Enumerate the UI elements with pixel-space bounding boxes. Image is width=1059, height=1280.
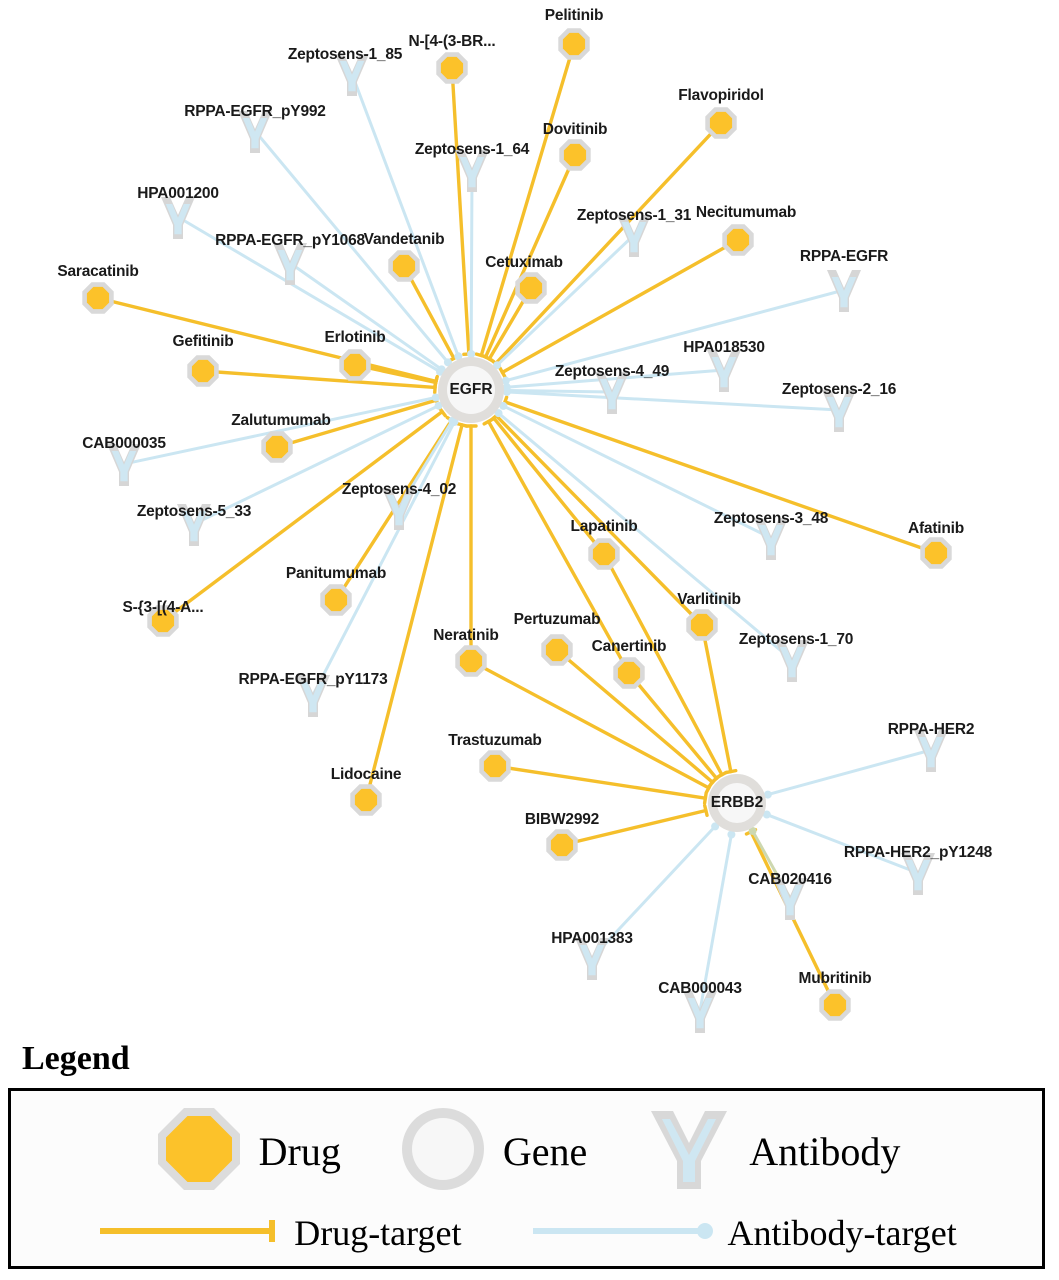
drug-label-12: Lapatinib (570, 518, 638, 535)
antibody-label-11: Zeptosens-4_02 (341, 481, 457, 498)
drug-label-7: Saracatinib (57, 263, 139, 280)
drug-label-6: Cetuximab (485, 254, 563, 271)
drug-label-19: Trastuzumab (448, 732, 542, 749)
antibody-label-9: Zeptosens-2_16 (781, 381, 897, 398)
legend-item-gene (397, 1103, 587, 1200)
drug-label-18: Canertinib (591, 638, 667, 655)
legend-panel (0, 1040, 1059, 1280)
gene-label-0: EGFR (449, 381, 493, 398)
antibody-label-4: Zeptosens-1_31 (576, 207, 692, 224)
antibody-label-1: RPPA-EGFR_pY992 (184, 103, 326, 120)
gene-label-1: ERBB2 (710, 794, 764, 811)
antibody-label-3: HPA001200 (137, 185, 219, 202)
legend-box (8, 1088, 1045, 1269)
antibody-label-7: HPA018530 (683, 339, 765, 356)
antibody-label-0: Zeptosens-1_85 (287, 46, 403, 63)
antibody-label-6: RPPA-EGFR (799, 248, 889, 265)
legend-item-drug-target (96, 1212, 461, 1254)
drug-label-9: Gefitinib (172, 333, 234, 350)
drug-label-2: Flavopiridol (678, 87, 764, 104)
antibody-label-13: Zeptosens-3_48 (713, 510, 829, 527)
legend-label-drug: Drug (258, 1128, 341, 1174)
legend-item-antibody (643, 1103, 900, 1200)
drug-label-13: Panitumumab (285, 565, 387, 582)
drug-label-22: Mubritinib (798, 970, 872, 987)
antibody-label-10: CAB000035 (82, 435, 166, 452)
legend-label-antibody-target: Antibody-target (727, 1213, 957, 1253)
antibody-label-2: Zeptosens-1_64 (414, 141, 530, 158)
legend-edges-row (11, 1203, 1042, 1263)
antibody-label-12: Zeptosens-5_33 (136, 503, 252, 520)
legend-label-antibody: Antibody (749, 1128, 901, 1174)
drug-label-10: Zalutumumab (231, 412, 331, 429)
legend-item-antibody-target (529, 1212, 956, 1254)
drug-target-edge-icon (96, 1216, 286, 1251)
antibody-label-20: CAB000043 (658, 980, 742, 997)
drug-label-15: Varlitinib (677, 591, 741, 608)
drug-label-3: Dovitinib (542, 121, 608, 138)
drug-label-16: Pertuzumab (513, 611, 601, 628)
legend-title: Legend (22, 1040, 130, 1077)
drug-label-20: Lidocaine (330, 766, 402, 783)
antibody-icon (643, 1103, 735, 1200)
legend-label-gene: Gene (502, 1128, 588, 1174)
antibody-target-edge-icon (529, 1216, 719, 1251)
drug-label-11: Afatinib (907, 520, 965, 537)
legend-item-drug (153, 1103, 341, 1200)
drug-label-21: BIBW2992 (524, 811, 600, 828)
antibody-label-19: HPA001383 (551, 930, 633, 947)
drug-label-5: Vandetanib (363, 231, 445, 248)
drug-label-17: Neratinib (433, 627, 499, 644)
drug-label-14: S-{3-[(4-A... (122, 599, 204, 616)
antibody-label-18: CAB020416 (748, 871, 832, 888)
legend-label-drug-target: Drug-target (294, 1213, 462, 1253)
legend-shapes-row (11, 1101, 1042, 1201)
antibody-label-17: RPPA-HER2_pY1248 (843, 844, 993, 861)
drug-label-0: Pelitinib (544, 7, 604, 24)
antibody-label-16: RPPA-HER2 (887, 721, 975, 738)
antibody-label-15: RPPA-EGFR_pY1173 (238, 671, 388, 688)
drug-label-8: Erlotinib (324, 329, 386, 346)
drug-label-4: Necitumumab (695, 204, 797, 221)
antibody-label-8: Zeptosens-4_49 (554, 363, 670, 380)
drug-label-1: N-[4-(3-BR... (408, 33, 496, 50)
antibody-label-14: Zeptosens-1_70 (738, 631, 854, 648)
drug-icon (153, 1103, 245, 1200)
gene-icon (397, 1103, 489, 1200)
antibody-label-5: RPPA-EGFR_pY1068 (215, 232, 365, 249)
